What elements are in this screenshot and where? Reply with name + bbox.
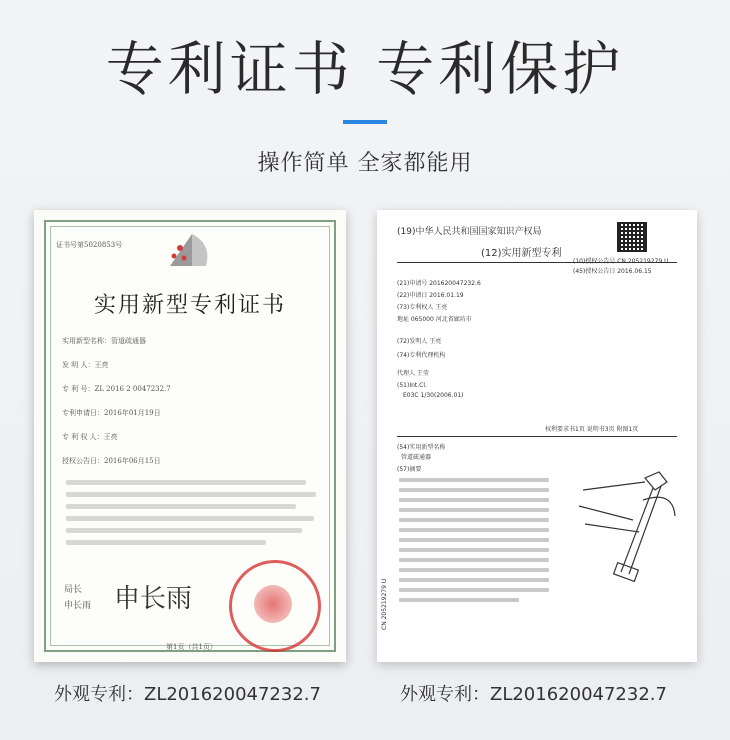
doc-inventor: (72)发明人 王亮 bbox=[397, 338, 442, 345]
doc-app-no: (21)申请号 201620047232.6 bbox=[397, 280, 481, 287]
certificate-field: 专利申请日：2016年01月19日 bbox=[62, 409, 161, 417]
doc-name-value: 管道疏通器 bbox=[401, 454, 432, 461]
doc-name-label: (54)实用新型名称 bbox=[397, 444, 446, 451]
signer-label: 局长 bbox=[64, 585, 83, 595]
caption-left: 外观专利：ZL201620047232.7 bbox=[54, 684, 321, 705]
certificate-text-line bbox=[66, 540, 266, 545]
page-subtitle: 操作简单 全家都能用 bbox=[257, 151, 473, 176]
abstract-text-line bbox=[399, 498, 549, 502]
doc-ipc-value: E03C 1/30(2006.01) bbox=[403, 392, 464, 399]
abstract-text-line bbox=[399, 518, 549, 522]
accent-bar bbox=[343, 120, 387, 124]
doc-address: 地址 065000 河北省廊坊市 bbox=[397, 316, 472, 323]
qr-code-icon bbox=[617, 222, 647, 252]
red-seal bbox=[229, 560, 321, 652]
doc-pub-no: (10)授权公告号 CN 205219279 U bbox=[573, 258, 669, 265]
certificate-text-line bbox=[66, 492, 316, 497]
abstract-text-line bbox=[399, 578, 549, 582]
certificate-field: 专 利 权 人：王亮 bbox=[62, 433, 118, 441]
doc-pub-date: (45)授权公告日 2016.06.15 bbox=[573, 268, 652, 275]
certificate-field: 授权公告日：2016年06月15日 bbox=[62, 457, 161, 465]
abstract-text-line bbox=[399, 508, 549, 512]
abstract-text-line bbox=[399, 558, 549, 562]
abstract-text-line bbox=[399, 488, 549, 492]
divider bbox=[397, 436, 677, 437]
doc-claims-note: 权利要求书1页 说明书3页 附图1页 bbox=[545, 426, 639, 433]
page-title: 专利证书 专利保护 bbox=[105, 35, 625, 103]
abstract-text-line bbox=[399, 598, 519, 602]
doc-app-date: (22)申请日 2016.01.19 bbox=[397, 292, 464, 299]
doc-type: (12)实用新型专利 bbox=[481, 248, 562, 259]
abstract-text-line bbox=[399, 528, 549, 532]
certificate-text-line bbox=[66, 480, 306, 485]
certificate-title: 实用新型专利证书 bbox=[93, 293, 286, 318]
certificate-text-line bbox=[66, 528, 302, 533]
doc-ipc-label: (51)Int.Cl. bbox=[397, 382, 427, 389]
signer-name-label: 申长雨 bbox=[64, 601, 92, 611]
signature: 申长雨 bbox=[114, 584, 193, 614]
abstract-text-line bbox=[399, 548, 549, 552]
doc-abstract-label: (57)摘要 bbox=[397, 466, 422, 473]
abstract-text-line bbox=[399, 588, 549, 592]
certificate-page-number: 第1页（共1页） bbox=[166, 643, 217, 651]
doc-side-code: CN 205219279 U bbox=[381, 578, 388, 630]
caption-right: 外观专利：ZL201620047232.7 bbox=[400, 684, 667, 705]
certificate-text-line bbox=[66, 504, 296, 509]
doc-agent: 代理人 王莹 bbox=[397, 370, 429, 377]
patent-certificate bbox=[34, 210, 346, 662]
certificate-field: 实用新型名称：管道疏通器 bbox=[62, 337, 146, 345]
certificate-text-line bbox=[66, 516, 314, 521]
emblem-logo bbox=[162, 226, 220, 280]
abstract-text-line bbox=[399, 538, 549, 542]
patent-document bbox=[377, 210, 697, 662]
certificate-field: 专 利 号：ZL 2016 2 0047232.7 bbox=[62, 385, 171, 393]
certificate-number: 证书号第5020853号 bbox=[56, 241, 123, 249]
doc-agency: (74)专利代理机构 bbox=[397, 352, 446, 359]
device-drawing bbox=[563, 460, 683, 590]
doc-patentee: (73)专利权人 王亮 bbox=[397, 304, 448, 311]
abstract-text-line bbox=[399, 478, 549, 482]
certificate-field: 发 明 人：王亮 bbox=[62, 361, 109, 369]
abstract-text-line bbox=[399, 568, 549, 572]
doc-org: (19)中华人民共和国国家知识产权局 bbox=[397, 227, 542, 237]
